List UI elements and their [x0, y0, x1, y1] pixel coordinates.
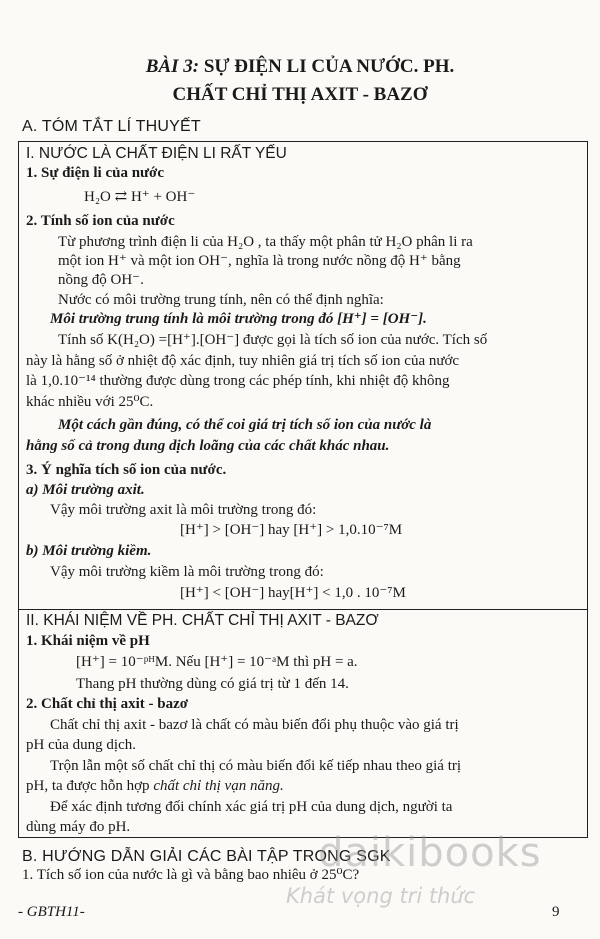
- paragraph-line: [26, 777, 284, 795]
- page-number: 9: [552, 904, 560, 920]
- heading-a: a) Môi trường axit.: [26, 482, 145, 498]
- paragraph-line: Vậy môi trường kiềm là môi trường trong đó:: [50, 564, 324, 580]
- emphasis-line: Một cách gần đúng, có thể coi giá trị tích số ion của nước là: [58, 417, 432, 433]
- paragraph-line: là 1,0.10⁻¹⁴ thường được dùng trong các phép tính, khi nhiệt độ không: [26, 373, 450, 389]
- universal-indicator-lead: pH, ta được hỗn hợp: [26, 778, 154, 794]
- paragraph-line: này là hằng số ở nhiệt độ xác định, tuy nhiên giá trị tích số ion của nước: [26, 353, 460, 369]
- paragraph-line: Tính số K(H₂O) =[H⁺].[OH⁻] được gọi là tích số ion của nước. Tích số: [58, 332, 488, 348]
- paragraph-line: Chất chỉ thị axit - bazơ là chất có màu biến đổi phụ thuộc vào giá trị: [50, 717, 459, 733]
- equation-ionization: H₂O ⇄ H⁺ + OH⁻: [84, 189, 196, 205]
- exercise-question-1: 1. Tích số ion của nước là gì và bằng bao nhiêu ở 25⁰C?: [22, 867, 360, 883]
- ph-definition: [H⁺] = 10⁻ᵖᴴM. Nếu [H⁺] = 10⁻ᵃM thì pH = a.: [76, 654, 358, 670]
- lesson-subtitle: CHẤT CHỈ THỊ AXIT - BAZƠ: [172, 84, 428, 105]
- paragraph-line: một ion H⁺ và một ion OH⁻, nghĩa là trong nước nồng độ H⁺ bằng: [58, 253, 461, 269]
- watermark-slogan: Khát vọng tri thức: [286, 884, 476, 908]
- heading-ph: 1. Khái niệm về pH: [26, 633, 150, 649]
- watermark-brand: daikibooks: [318, 830, 542, 876]
- footer-book-code: - GBTH11-: [18, 904, 85, 920]
- heading-I: I. NƯỚC LÀ CHẤT ĐIỆN LI RẤT YẾU: [26, 145, 287, 162]
- paragraph-line: pH của dung dịch.: [26, 737, 136, 753]
- heading-2: 2. Tính số ion của nước: [26, 213, 175, 229]
- equation-base: [H⁺] < [OH⁻] hay[H⁺] < 1,0 . 10⁻⁷M: [180, 585, 406, 601]
- heading-b: b) Môi trường kiềm.: [26, 543, 152, 559]
- paragraph-line: Nước có môi trường trung tính, nên có thể định nghĩa:: [58, 292, 384, 308]
- definition-neutral: Môi trường trung tính là môi trường trong đó [H⁺] = [OH⁻].: [50, 311, 427, 327]
- paragraph-line: nồng độ OH⁻.: [58, 272, 144, 288]
- lesson-number: BÀI 3:: [145, 56, 200, 77]
- paragraph-line: Trộn lẫn một số chất chỉ thị có màu biến đổi kế tiếp nhau theo giá trị: [50, 758, 462, 774]
- paragraph-line: dùng máy đo pH.: [26, 819, 131, 835]
- paragraph-line: khác nhiều với 25⁰C.: [26, 394, 154, 410]
- lesson-title: [0, 56, 600, 78]
- paragraph-line: Để xác định tương đối chính xác giá trị pH của dung dịch, người ta: [50, 799, 453, 815]
- heading-3: 3. Ý nghĩa tích số ion của nước.: [26, 462, 227, 478]
- emphasis-line: hằng số cả trong dung dịch loãng của các chất khác nhau.: [26, 438, 390, 454]
- section-divider: [18, 609, 588, 610]
- section-a-heading: A. TÓM TẮT LÍ THUYẾT: [22, 118, 201, 135]
- universal-indicator-term: chất chỉ thị vạn năng.: [153, 778, 284, 794]
- paragraph-line: Thang pH thường dùng có giá trị từ 1 đến 14.: [76, 676, 349, 692]
- section-b-heading: B. HƯỚNG DẪN GIẢI CÁC BÀI TẬP TRONG SGK: [22, 848, 391, 865]
- paragraph-line: Vậy môi trường axit là môi trường trong đó:: [50, 502, 317, 518]
- heading-II: II. KHÁI NIỆM VỀ PH. CHẤT CHỈ THỊ AXIT - BAZƠ: [26, 612, 379, 629]
- lesson-title-text: SỰ ĐIỆN LI CỦA NƯỚC. PH.: [203, 56, 455, 77]
- heading-1: 1. Sự điện li của nước: [26, 165, 164, 181]
- paragraph-line: Từ phương trình điện li của H₂O , ta thấy một phân tử H₂O phân li ra: [58, 234, 473, 250]
- heading-indicator: 2. Chất chỉ thị axit - bazơ: [26, 696, 189, 712]
- equation-acid: [H⁺] > [OH⁻] hay [H⁺] > 1,0.10⁻⁷M: [180, 522, 403, 538]
